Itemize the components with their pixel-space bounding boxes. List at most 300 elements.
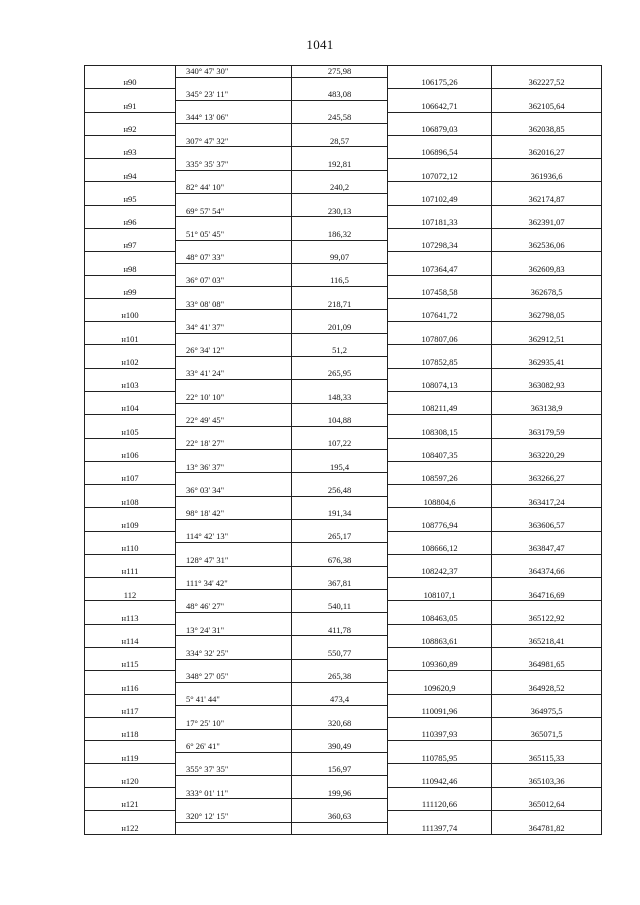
segment-row xyxy=(85,345,602,357)
direction-angle-cell: 355° 37' 35" xyxy=(176,764,292,776)
x-coordinate-cell xyxy=(388,694,492,706)
distance-cell xyxy=(292,194,388,206)
point-row xyxy=(85,263,602,275)
point-row xyxy=(85,217,602,229)
point-name-cell xyxy=(85,228,176,240)
distance-cell: 218,71 xyxy=(292,298,388,310)
distance-cell: 245,58 xyxy=(292,112,388,124)
distance-cell xyxy=(292,333,388,345)
segment-row xyxy=(85,648,602,660)
y-coordinate-cell: 364374,66 xyxy=(492,566,602,578)
x-coordinate-cell: 108308,15 xyxy=(388,426,492,438)
distance-cell xyxy=(292,426,388,438)
y-coordinate-cell xyxy=(492,811,602,823)
direction-angle-cell: 26° 34' 12" xyxy=(176,345,292,357)
direction-angle-cell xyxy=(176,543,292,555)
direction-angle-cell xyxy=(176,799,292,811)
y-coordinate-cell xyxy=(492,508,602,520)
x-coordinate-cell xyxy=(388,717,492,729)
y-coordinate-cell: 362391,07 xyxy=(492,217,602,229)
distance-cell xyxy=(292,519,388,531)
x-coordinate-cell: 109620,9 xyxy=(388,682,492,694)
point-name-cell xyxy=(85,345,176,357)
direction-angle-cell xyxy=(176,426,292,438)
direction-angle-cell: 22° 18' 27" xyxy=(176,438,292,450)
x-coordinate-cell: 108666,12 xyxy=(388,543,492,555)
y-coordinate-cell xyxy=(492,601,602,613)
point-name-cell xyxy=(85,298,176,310)
distance-cell: 156,97 xyxy=(292,764,388,776)
segment-row xyxy=(85,624,602,636)
point-row xyxy=(85,519,602,531)
distance-cell xyxy=(292,473,388,485)
point-row xyxy=(85,729,602,741)
y-coordinate-cell: 365103,36 xyxy=(492,776,602,788)
y-coordinate-cell xyxy=(492,717,602,729)
x-coordinate-cell xyxy=(388,322,492,334)
distance-cell: 116,5 xyxy=(292,275,388,287)
point-row xyxy=(85,822,602,834)
point-name-cell xyxy=(85,135,176,147)
segment-row xyxy=(85,438,602,450)
distance-cell: 186,32 xyxy=(292,228,388,240)
direction-angle-cell xyxy=(176,357,292,369)
direction-angle-cell: 36° 03' 34" xyxy=(176,485,292,497)
point-name-cell: н121 xyxy=(85,799,176,811)
direction-angle-cell: 111° 34' 42" xyxy=(176,578,292,590)
direction-angle-cell xyxy=(176,566,292,578)
y-coordinate-cell: 363138,9 xyxy=(492,403,602,415)
distance-cell xyxy=(292,217,388,229)
point-name-cell: н118 xyxy=(85,729,176,741)
distance-cell: 411,78 xyxy=(292,624,388,636)
x-coordinate-cell: 111120,66 xyxy=(388,799,492,811)
distance-cell xyxy=(292,636,388,648)
point-name-cell: н104 xyxy=(85,403,176,415)
point-row xyxy=(85,473,602,485)
distance-cell xyxy=(292,822,388,834)
direction-angle-cell xyxy=(176,519,292,531)
point-name-cell xyxy=(85,66,176,78)
distance-cell: 390,49 xyxy=(292,741,388,753)
direction-angle-cell xyxy=(176,822,292,834)
x-coordinate-cell: 108107,1 xyxy=(388,589,492,601)
direction-angle-cell xyxy=(176,170,292,182)
x-coordinate-cell xyxy=(388,391,492,403)
x-coordinate-cell xyxy=(388,368,492,380)
point-name-cell: н108 xyxy=(85,496,176,508)
direction-angle-cell xyxy=(176,263,292,275)
x-coordinate-cell xyxy=(388,89,492,101)
point-name-cell xyxy=(85,485,176,497)
y-coordinate-cell: 362227,52 xyxy=(492,77,602,89)
point-name-cell xyxy=(85,554,176,566)
distance-cell: 230,13 xyxy=(292,205,388,217)
distance-cell xyxy=(292,776,388,788)
distance-cell: 240,2 xyxy=(292,182,388,194)
point-name-cell xyxy=(85,694,176,706)
direction-angle-cell xyxy=(176,706,292,718)
point-name-cell: н107 xyxy=(85,473,176,485)
point-name-cell xyxy=(85,368,176,380)
point-name-cell: н98 xyxy=(85,263,176,275)
x-coordinate-cell xyxy=(388,112,492,124)
segment-row xyxy=(85,741,602,753)
distance-cell xyxy=(292,682,388,694)
point-row xyxy=(85,706,602,718)
x-coordinate-cell: 107807,06 xyxy=(388,333,492,345)
direction-angle-cell: 340° 47' 30" xyxy=(176,66,292,78)
distance-cell: 195,4 xyxy=(292,461,388,473)
distance-cell xyxy=(292,240,388,252)
distance-cell: 148,33 xyxy=(292,391,388,403)
distance-cell: 104,88 xyxy=(292,415,388,427)
x-coordinate-cell: 107641,72 xyxy=(388,310,492,322)
direction-angle-cell: 48° 07' 33" xyxy=(176,252,292,264)
direction-angle-cell: 128° 47' 31" xyxy=(176,554,292,566)
point-row xyxy=(85,589,602,601)
y-coordinate-cell xyxy=(492,485,602,497)
segment-row xyxy=(85,205,602,217)
segment-row xyxy=(85,764,602,776)
y-coordinate-cell xyxy=(492,275,602,287)
direction-angle-cell xyxy=(176,589,292,601)
segment-row xyxy=(85,531,602,543)
point-row xyxy=(85,543,602,555)
point-name-cell xyxy=(85,531,176,543)
direction-angle-cell xyxy=(176,380,292,392)
y-coordinate-cell: 364781,82 xyxy=(492,822,602,834)
direction-angle-cell xyxy=(176,729,292,741)
x-coordinate-cell: 108597,26 xyxy=(388,473,492,485)
direction-angle-cell: 335° 35' 37" xyxy=(176,159,292,171)
y-coordinate-cell xyxy=(492,205,602,217)
direction-angle-cell: 345° 23' 11" xyxy=(176,89,292,101)
point-name-cell xyxy=(85,648,176,660)
y-coordinate-cell: 365218,41 xyxy=(492,636,602,648)
distance-cell: 473,4 xyxy=(292,694,388,706)
x-coordinate-cell xyxy=(388,415,492,427)
x-coordinate-cell xyxy=(388,298,492,310)
point-name-cell: н102 xyxy=(85,357,176,369)
point-name-cell: н93 xyxy=(85,147,176,159)
y-coordinate-cell xyxy=(492,112,602,124)
point-name-cell: н90 xyxy=(85,77,176,89)
direction-angle-cell xyxy=(176,240,292,252)
direction-angle-cell xyxy=(176,403,292,415)
y-coordinate-cell xyxy=(492,182,602,194)
segment-row xyxy=(85,391,602,403)
y-coordinate-cell xyxy=(492,322,602,334)
x-coordinate-cell xyxy=(388,811,492,823)
x-coordinate-cell xyxy=(388,438,492,450)
y-coordinate-cell xyxy=(492,694,602,706)
distance-cell xyxy=(292,310,388,322)
x-coordinate-cell xyxy=(388,764,492,776)
direction-angle-cell xyxy=(176,287,292,299)
y-coordinate-cell: 362912,51 xyxy=(492,333,602,345)
point-name-cell: н94 xyxy=(85,170,176,182)
point-row xyxy=(85,380,602,392)
x-coordinate-cell: 108804,6 xyxy=(388,496,492,508)
x-coordinate-cell: 108463,05 xyxy=(388,613,492,625)
distance-cell xyxy=(292,752,388,764)
segment-row xyxy=(85,135,602,147)
y-coordinate-cell xyxy=(492,415,602,427)
x-coordinate-cell: 108407,35 xyxy=(388,450,492,462)
y-coordinate-cell xyxy=(492,252,602,264)
y-coordinate-cell: 362798,05 xyxy=(492,310,602,322)
x-coordinate-cell: 107102,49 xyxy=(388,194,492,206)
point-name-cell: н117 xyxy=(85,706,176,718)
point-row xyxy=(85,240,602,252)
distance-cell: 256,48 xyxy=(292,485,388,497)
point-row xyxy=(85,403,602,415)
y-coordinate-cell: 365012,64 xyxy=(492,799,602,811)
point-row xyxy=(85,310,602,322)
y-coordinate-cell: 362935,41 xyxy=(492,357,602,369)
point-row xyxy=(85,776,602,788)
y-coordinate-cell: 363266,27 xyxy=(492,473,602,485)
direction-angle-cell: 5° 41' 44" xyxy=(176,694,292,706)
distance-cell xyxy=(292,729,388,741)
point-name-cell: н100 xyxy=(85,310,176,322)
y-coordinate-cell xyxy=(492,228,602,240)
distance-cell xyxy=(292,706,388,718)
distance-cell: 199,96 xyxy=(292,787,388,799)
point-name-cell: н119 xyxy=(85,752,176,764)
direction-angle-cell xyxy=(176,310,292,322)
direction-angle-cell xyxy=(176,613,292,625)
point-name-cell xyxy=(85,671,176,683)
point-name-cell: н113 xyxy=(85,613,176,625)
point-row xyxy=(85,799,602,811)
point-name-cell: н116 xyxy=(85,682,176,694)
point-name-cell xyxy=(85,624,176,636)
x-coordinate-cell: 108242,37 xyxy=(388,566,492,578)
point-row xyxy=(85,682,602,694)
x-coordinate-cell: 107072,12 xyxy=(388,170,492,182)
point-row xyxy=(85,752,602,764)
point-name-cell: н105 xyxy=(85,426,176,438)
distance-cell xyxy=(292,799,388,811)
point-name-cell: н110 xyxy=(85,543,176,555)
direction-angle-cell: 13° 24' 31" xyxy=(176,624,292,636)
distance-cell xyxy=(292,450,388,462)
direction-angle-cell: 320° 12' 15" xyxy=(176,811,292,823)
distance-cell xyxy=(292,287,388,299)
direction-angle-cell: 36° 07' 03" xyxy=(176,275,292,287)
y-coordinate-cell xyxy=(492,66,602,78)
direction-angle-cell xyxy=(176,77,292,89)
point-row xyxy=(85,613,602,625)
x-coordinate-cell: 108863,61 xyxy=(388,636,492,648)
direction-angle-cell xyxy=(176,682,292,694)
x-coordinate-cell: 107181,33 xyxy=(388,217,492,229)
distance-cell: 550,77 xyxy=(292,648,388,660)
y-coordinate-cell: 364981,65 xyxy=(492,659,602,671)
segment-row xyxy=(85,66,602,78)
y-coordinate-cell xyxy=(492,764,602,776)
point-name-cell: н114 xyxy=(85,636,176,648)
point-name-cell: н111 xyxy=(85,566,176,578)
x-coordinate-cell xyxy=(388,531,492,543)
direction-angle-cell xyxy=(176,100,292,112)
point-row xyxy=(85,566,602,578)
x-coordinate-cell xyxy=(388,228,492,240)
point-name-cell xyxy=(85,438,176,450)
x-coordinate-cell xyxy=(388,624,492,636)
segment-row xyxy=(85,671,602,683)
distance-cell: 107,22 xyxy=(292,438,388,450)
point-row xyxy=(85,450,602,462)
point-name-cell xyxy=(85,787,176,799)
x-coordinate-cell: 108776,94 xyxy=(388,519,492,531)
point-name-cell: н115 xyxy=(85,659,176,671)
y-coordinate-cell: 363082,93 xyxy=(492,380,602,392)
distance-cell xyxy=(292,124,388,136)
direction-angle-cell: 22° 10' 10" xyxy=(176,391,292,403)
segment-row xyxy=(85,601,602,613)
direction-angle-cell: 22° 49' 45" xyxy=(176,415,292,427)
segment-row xyxy=(85,252,602,264)
point-row xyxy=(85,194,602,206)
distance-cell xyxy=(292,659,388,671)
y-coordinate-cell xyxy=(492,391,602,403)
segment-row xyxy=(85,578,602,590)
direction-angle-cell: 334° 32' 25" xyxy=(176,648,292,660)
direction-angle-cell xyxy=(176,496,292,508)
distance-cell: 275,98 xyxy=(292,66,388,78)
segment-row xyxy=(85,694,602,706)
y-coordinate-cell: 363606,57 xyxy=(492,519,602,531)
point-name-cell xyxy=(85,578,176,590)
direction-angle-cell xyxy=(176,147,292,159)
point-row xyxy=(85,77,602,89)
y-coordinate-cell: 364975,5 xyxy=(492,706,602,718)
y-coordinate-cell: 365071,5 xyxy=(492,729,602,741)
direction-angle-cell: 33° 41' 24" xyxy=(176,368,292,380)
point-row xyxy=(85,426,602,438)
x-coordinate-cell xyxy=(388,554,492,566)
segment-row xyxy=(85,322,602,334)
x-coordinate-cell: 107458,58 xyxy=(388,287,492,299)
x-coordinate-cell xyxy=(388,485,492,497)
distance-cell: 191,34 xyxy=(292,508,388,520)
table-body xyxy=(85,66,602,835)
y-coordinate-cell: 362038,85 xyxy=(492,124,602,136)
segment-row xyxy=(85,228,602,240)
segment-row xyxy=(85,811,602,823)
point-row xyxy=(85,170,602,182)
distance-cell xyxy=(292,496,388,508)
point-row xyxy=(85,496,602,508)
y-coordinate-cell xyxy=(492,554,602,566)
segment-row xyxy=(85,275,602,287)
point-row xyxy=(85,100,602,112)
x-coordinate-cell: 106879,03 xyxy=(388,124,492,136)
point-name-cell: н96 xyxy=(85,217,176,229)
point-name-cell: н122 xyxy=(85,822,176,834)
distance-cell: 51,2 xyxy=(292,345,388,357)
point-name-cell xyxy=(85,205,176,217)
distance-cell xyxy=(292,357,388,369)
distance-cell: 265,17 xyxy=(292,531,388,543)
point-row xyxy=(85,357,602,369)
distance-cell: 28,57 xyxy=(292,135,388,147)
distance-cell: 201,09 xyxy=(292,322,388,334)
point-name-cell: н109 xyxy=(85,519,176,531)
distance-cell xyxy=(292,613,388,625)
point-row xyxy=(85,287,602,299)
point-name-cell xyxy=(85,391,176,403)
segment-row xyxy=(85,368,602,380)
point-name-cell xyxy=(85,508,176,520)
distance-cell xyxy=(292,147,388,159)
point-name-cell: н99 xyxy=(85,287,176,299)
y-coordinate-cell xyxy=(492,345,602,357)
y-coordinate-cell: 364928,52 xyxy=(492,682,602,694)
x-coordinate-cell xyxy=(388,135,492,147)
point-name-cell: н91 xyxy=(85,100,176,112)
y-coordinate-cell: 362536,06 xyxy=(492,240,602,252)
segment-row xyxy=(85,717,602,729)
y-coordinate-cell xyxy=(492,648,602,660)
y-coordinate-cell xyxy=(492,368,602,380)
point-name-cell: н103 xyxy=(85,380,176,392)
distance-cell xyxy=(292,100,388,112)
segment-row xyxy=(85,508,602,520)
x-coordinate-cell: 110091,96 xyxy=(388,706,492,718)
x-coordinate-cell xyxy=(388,66,492,78)
y-coordinate-cell: 363179,59 xyxy=(492,426,602,438)
x-coordinate-cell: 108211,49 xyxy=(388,403,492,415)
x-coordinate-cell xyxy=(388,345,492,357)
point-name-cell xyxy=(85,717,176,729)
point-row xyxy=(85,636,602,648)
direction-angle-cell xyxy=(176,659,292,671)
distance-cell: 320,68 xyxy=(292,717,388,729)
direction-angle-cell: 69° 57' 54" xyxy=(176,205,292,217)
direction-angle-cell xyxy=(176,776,292,788)
y-coordinate-cell xyxy=(492,298,602,310)
segment-row xyxy=(85,89,602,101)
distance-cell xyxy=(292,589,388,601)
boundary-coordinates-table xyxy=(84,65,602,835)
y-coordinate-cell xyxy=(492,89,602,101)
point-name-cell xyxy=(85,601,176,613)
point-name-cell xyxy=(85,112,176,124)
point-name-cell xyxy=(85,461,176,473)
point-name-cell: н120 xyxy=(85,776,176,788)
point-name-cell: н92 xyxy=(85,124,176,136)
direction-angle-cell xyxy=(176,636,292,648)
segment-row xyxy=(85,787,602,799)
direction-angle-cell xyxy=(176,194,292,206)
segment-row xyxy=(85,461,602,473)
y-coordinate-cell: 365122,92 xyxy=(492,613,602,625)
point-row xyxy=(85,659,602,671)
direction-angle-cell: 17° 25' 10" xyxy=(176,717,292,729)
page-number: 1041 xyxy=(306,37,334,52)
point-name-cell xyxy=(85,741,176,753)
y-coordinate-cell: 361936,6 xyxy=(492,170,602,182)
segment-row xyxy=(85,112,602,124)
x-coordinate-cell: 107364,47 xyxy=(388,263,492,275)
y-coordinate-cell xyxy=(492,671,602,683)
x-coordinate-cell: 111397,74 xyxy=(388,822,492,834)
y-coordinate-cell: 364716,69 xyxy=(492,589,602,601)
